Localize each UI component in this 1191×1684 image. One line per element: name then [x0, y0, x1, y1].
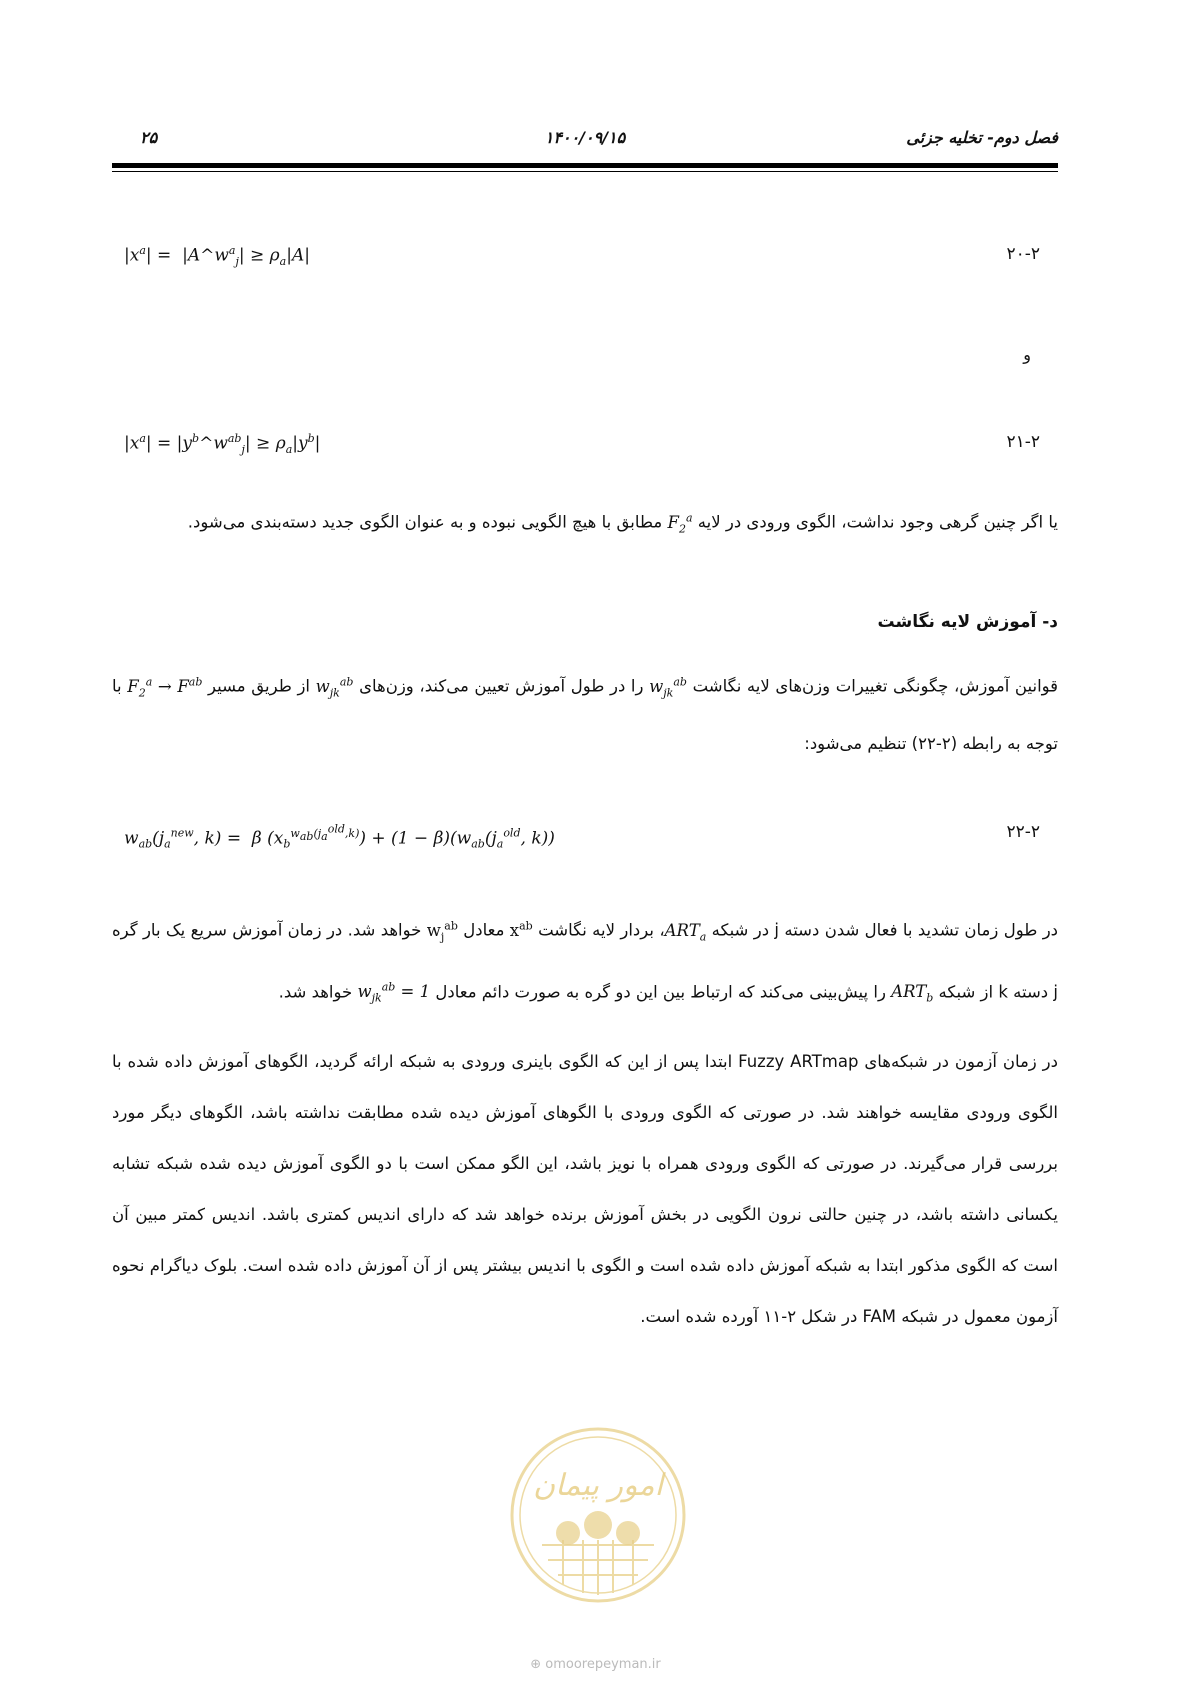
page-number: ۲۵: [140, 128, 158, 147]
paragraph-3-part-6: خواهد شد.: [278, 982, 353, 1002]
watermark-site-text: omoorepeyman.ir: [545, 1657, 661, 1672]
chapter-title: فصل دوم- تخلیه جزئی: [906, 128, 1058, 147]
watermark-logo: [508, 1425, 688, 1605]
paragraph-no-match: یا اگر چنین گرهی وجود نداشت، الگوی ورودی در لایه $F_2^a$ مطابق با هیچ الگویی نبوده و به عنوان الگوی جدید دسته‌بندی می‌شود.: [187, 511, 1058, 535]
header-rule-thin: [112, 171, 1058, 172]
equation-22: [112, 822, 1058, 852]
section-heading: د- آموزش لایه نگاشت: [877, 612, 1058, 632]
globe-icon: ⊕: [530, 1657, 542, 1672]
header-rule-thick: [112, 163, 1058, 168]
equation-22-number: ۲۲-۲: [1006, 822, 1040, 842]
equation-21-formula: $|x^a|$ = $|y^b\^{}w^{ab}_j| \ge \rho_a|y^b|$: [124, 432, 321, 457]
equation-20: [112, 244, 1058, 274]
paragraph-2-part-1: قوانین آموزش، چگونگی تغییرات وزن‌های لایه نگاشت: [692, 676, 1059, 696]
paragraph-map-training: قوانین آموزش، چگونگی تغییرات وزن‌های لایه نگاشت $w_{jk}^{ab}$ را در طول آموزش تعیین می‌کند، وزن‌های $w_{jk}^{ab}$ از طریق مسیر $F_2^a \to F^{ab}$ با توجه به رابطه (۲-۲۲) تنظیم می‌شود:: [112, 675, 1059, 753]
paragraph-3-part-3: معادل: [463, 920, 505, 940]
paragraph-2-part-3: از طریق مسیر: [208, 676, 311, 696]
paragraph-3-part-1: در طول زمان تشدید با فعال شدن دسته j در شبکه: [711, 920, 1059, 940]
equation-21: [112, 432, 1058, 462]
watermark-site: [0, 1657, 1191, 1672]
paragraph-3-part-4: خواهد شد. در زمان آموزش سریع یک بار گره j دسته k از شبکه: [112, 920, 1058, 1002]
equation-22-formula: $w_{ab}(j_a^{new}$, k) = β $(x_b^{w_{ab}(j_a^{old},k)}) + (1 - \beta)(w_{ab}(j_a^{old}$, k)): [124, 822, 555, 851]
paragraph-1-part-2: مطابق با هیچ الگویی نبوده و به عنوان الگوی جدید دسته‌بندی می‌شود.: [187, 512, 663, 532]
paragraph-2-part-2: را در طول آموزش تعیین می‌کند، وزن‌های: [359, 676, 644, 696]
equation-21-number: ۲۱-۲: [1006, 432, 1040, 452]
header-date: ۱۴۰۰/۰۹/۱۵: [544, 128, 626, 147]
paragraph-2-part-4: با توجه به رابطه (۲-۲۲) تنظیم می‌شود:: [112, 676, 1058, 753]
paragraph-3-part-5: را پیش‌بینی می‌کند که ارتباط بین این دو گره به صورت دائم معادل: [435, 982, 886, 1002]
equation-20-number: ۲۰-۲: [1006, 244, 1040, 264]
paragraph-resonance: در طول زمان تشدید با فعال شدن دسته j در شبکه $ART_a،$ بردار لایه نگاشت $x^{ab}$ معادل $w_j^{ab}$ خواهد شد. در زمان آموزش سریع یک بار گره j دسته k از شبکه $ART_b$ را پیش‌بینی می‌کند که ارتباط بین این دو گره به صورت دائم معادل $w_{jk}^{ab} = 1$ خواهد شد.: [112, 919, 1059, 1005]
page-header: [112, 128, 1058, 154]
equation-20-formula: $|x^a|$ = $|A\^{}w^a_j| \ge \rho_a|A|$: [124, 244, 310, 269]
watermark-logo-script: امور پیمان: [533, 1468, 663, 1503]
paragraph-1-part-1: یا اگر چنین گرهی وجود نداشت، الگوی ورودی در لایه: [697, 512, 1058, 532]
conjunction-text: و: [1023, 345, 1031, 364]
paragraph-testing: در زمان آزمون در شبکه‌های Fuzzy ARTmap ابتدا پس از این که الگوی باینری ورودی به شبکه ارائه گردید، الگوهای آموزش داده شده با الگوی ورودی مقایسه خواهند شد. در صورتی که الگوی ورودی با الگوهای آموزش دیده شده مطابقت نداشته باشد، الگوهای دیگر مورد بررسی قرار می‌گیرند. در صورتی که الگوی ورودی همراه با نویز باشد، این الگو ممکن است با دو الگوی آموزش دیده شده شبکه تشابه یکسانی داشته باشد، در چنین حالتی نرون الگویی در بخش آموزش برنده خواهد شد که دارای اندیس کمتری باشد. اندیس کمتر مبین آن است که الگوی مذکور ابتدا به شبکه آموزش داده شده است و الگوی با اندیس بیشتر پس از آن آموزش داده شده است. بلوک دیاگرام نحوه آزمون معمول در شبکه FAM در شکل ۲-۱۱ آورده شده است.: [112, 1052, 1058, 1326]
paragraph-3-part-2: ، بردار لایه نگاشت: [538, 920, 665, 940]
